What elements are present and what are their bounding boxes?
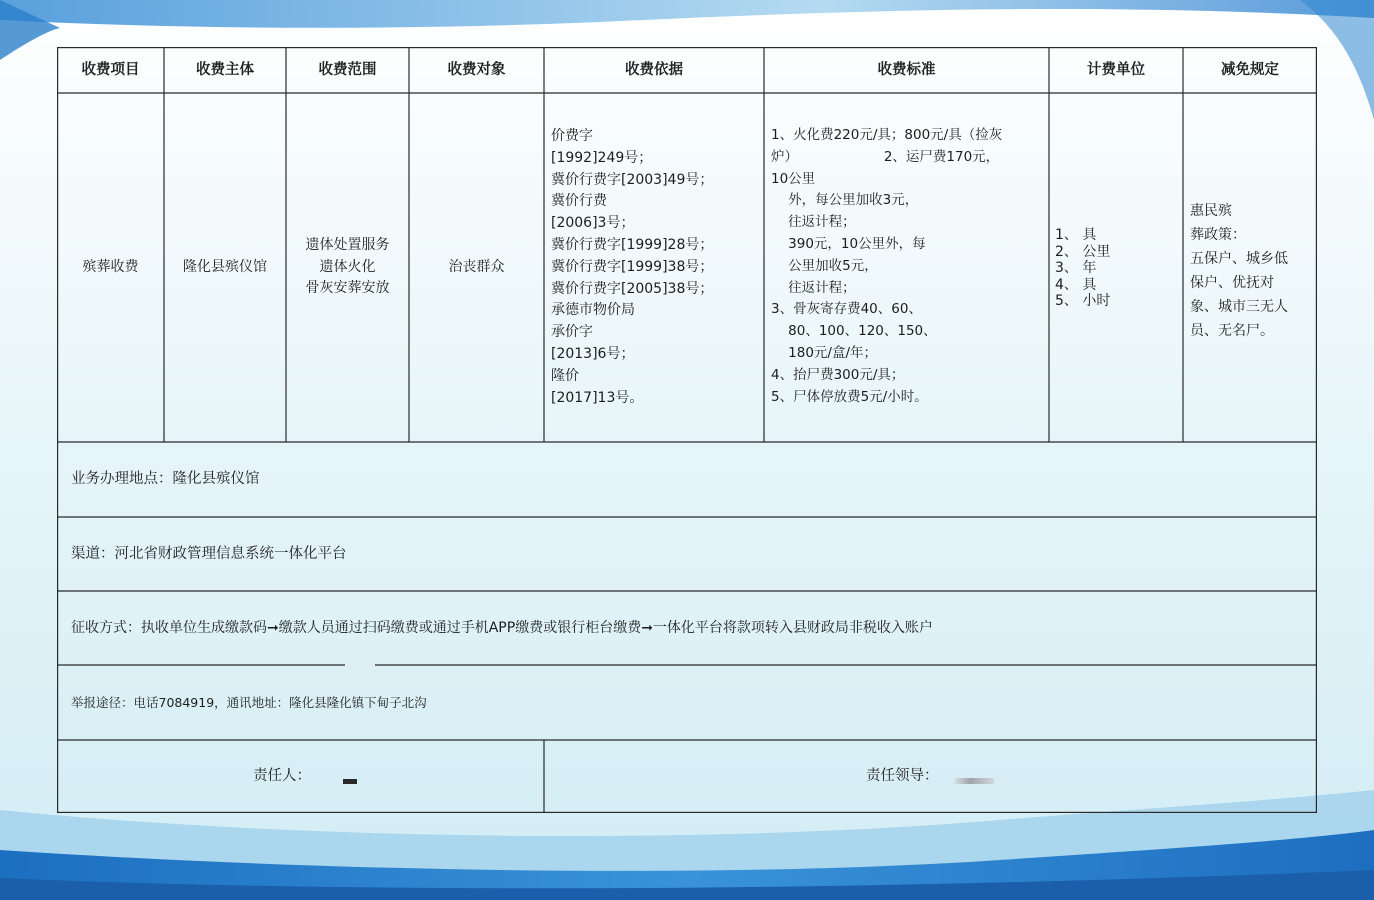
exemption-line: 惠民殡 [1190, 203, 1232, 219]
standard-line: 往返计程； [771, 279, 856, 296]
unit-line: 1、 具 [1055, 227, 1097, 243]
exemption-line: 象、城市三无人 [1190, 299, 1288, 315]
cell-fee-subject [164, 93, 286, 442]
responsible-leader-label: 责任领导： [866, 768, 939, 784]
exemption-line: 保户、优抚对 [1190, 275, 1274, 291]
standard-line: 公里加收5元， [771, 257, 878, 274]
header-fee-item: 收费项目 [81, 61, 140, 78]
unit-line: 4、 具 [1055, 276, 1097, 293]
cell-fee-standard [771, 125, 1047, 408]
exemption-line: 员、无名尸。 [1190, 323, 1274, 339]
standard-line: 往返计程； [771, 214, 856, 231]
basis-line: 冀价行费 [551, 193, 607, 210]
basis-line: [2013]6号； [551, 345, 635, 362]
fee-table [57, 47, 1317, 813]
unit-line: 5、 小时 [1055, 293, 1111, 309]
standard-line: 10公里 [771, 170, 816, 187]
row-channel [57, 517, 1317, 591]
basis-line: [1992]249号； [551, 149, 653, 166]
fee-subject-text: 隆化县殡仪馆 [183, 259, 267, 275]
basis-line: 隆价 [551, 367, 579, 384]
standard-line: 外，每公里加收3元， [771, 192, 919, 209]
basis-line: 价费字 [551, 128, 593, 144]
cell-fee-target [409, 93, 544, 442]
row-report-channel [57, 665, 1317, 740]
header-fee-standard: 收费标准 [877, 61, 936, 78]
fee-item-text: 殡葬收费 [82, 259, 139, 275]
basis-line: 冀价行费字[2005]38号； [551, 280, 714, 297]
basis-line: 冀价行费字[2003]49号； [551, 171, 714, 188]
responsible-person-label: 责任人： [253, 768, 311, 784]
basis-line: [2006]3号； [551, 215, 635, 232]
standard-line: 4、抬尸费300元/具； [771, 366, 905, 383]
standard-line: 炉） 2、运尸费170元， [771, 148, 1000, 165]
basis-line: 冀价行费字[1999]38号； [551, 258, 714, 275]
cell-responsible-person [57, 740, 544, 813]
standard-line: 5、尸体停放费5元/小时。 [771, 388, 928, 405]
standard-line: 1、火化费220元/具；800元/具（捡灰 [771, 127, 1003, 143]
scope-line: 遗体处置服务 [305, 237, 390, 254]
standard-line: 180元/盒/年； [771, 344, 878, 361]
basis-line: [2017]13号。 [551, 389, 644, 406]
collection-method-text: 征收方式：执收单位生成缴款码➞缴款人员通过扫码缴费或通过手机APP缴费或银行柜台缴费➞一体化平台将款项转入县财政局非税收入账户 [71, 619, 933, 636]
basis-line: 承价字 [551, 324, 593, 341]
basis-line: 冀价行费字[1999]28号； [551, 236, 714, 253]
standard-line: 390元，10公里外，每 [771, 235, 926, 252]
standard-line: 3、骨灰寄存费40、60、 [771, 301, 922, 318]
basis-line: 承德市物价局 [551, 302, 635, 319]
exemption-line: 五保户、城乡低 [1190, 251, 1288, 267]
header-billing-unit: 计费单位 [1087, 61, 1145, 78]
row-business-location [57, 442, 1317, 517]
unit-line: 3、 年 [1055, 260, 1097, 276]
responsible-person-redacted [343, 779, 357, 784]
channel-text: 渠道：河北省财政管理信息系统一体化平台 [71, 545, 347, 562]
cell-billing-unit [1055, 227, 1179, 310]
header-fee-basis: 收费依据 [625, 61, 683, 78]
header-fee-subject: 收费主体 [196, 61, 254, 78]
cell-fee-item [57, 93, 164, 442]
exemption-line: 葬政策： [1190, 227, 1246, 243]
cell-fee-basis [551, 126, 761, 409]
scope-line: 遗体火化 [319, 258, 376, 275]
unit-line: 2、 公里 [1055, 243, 1111, 260]
row-collection-method [57, 591, 1317, 665]
cell-responsible-leader [544, 740, 1317, 813]
scope-line: 骨灰安葬安放 [305, 280, 390, 297]
cell-fee-scope [286, 93, 409, 442]
standard-line: 80、100、120、150、 [771, 323, 937, 340]
business-location-text: 业务办理地点：隆化县殡仪馆 [71, 471, 260, 487]
header-fee-scope: 收费范围 [318, 61, 377, 78]
responsible-leader-redacted [954, 778, 994, 784]
cell-exemption [1190, 199, 1314, 343]
header-exemption: 减免规定 [1221, 61, 1279, 78]
report-channel-text: 举报途径：电话7084919，通讯地址：隆化县隆化镇下甸子北沟 [71, 695, 427, 710]
header-fee-target: 收费对象 [447, 61, 506, 78]
fee-target-text: 治丧群众 [448, 259, 505, 275]
